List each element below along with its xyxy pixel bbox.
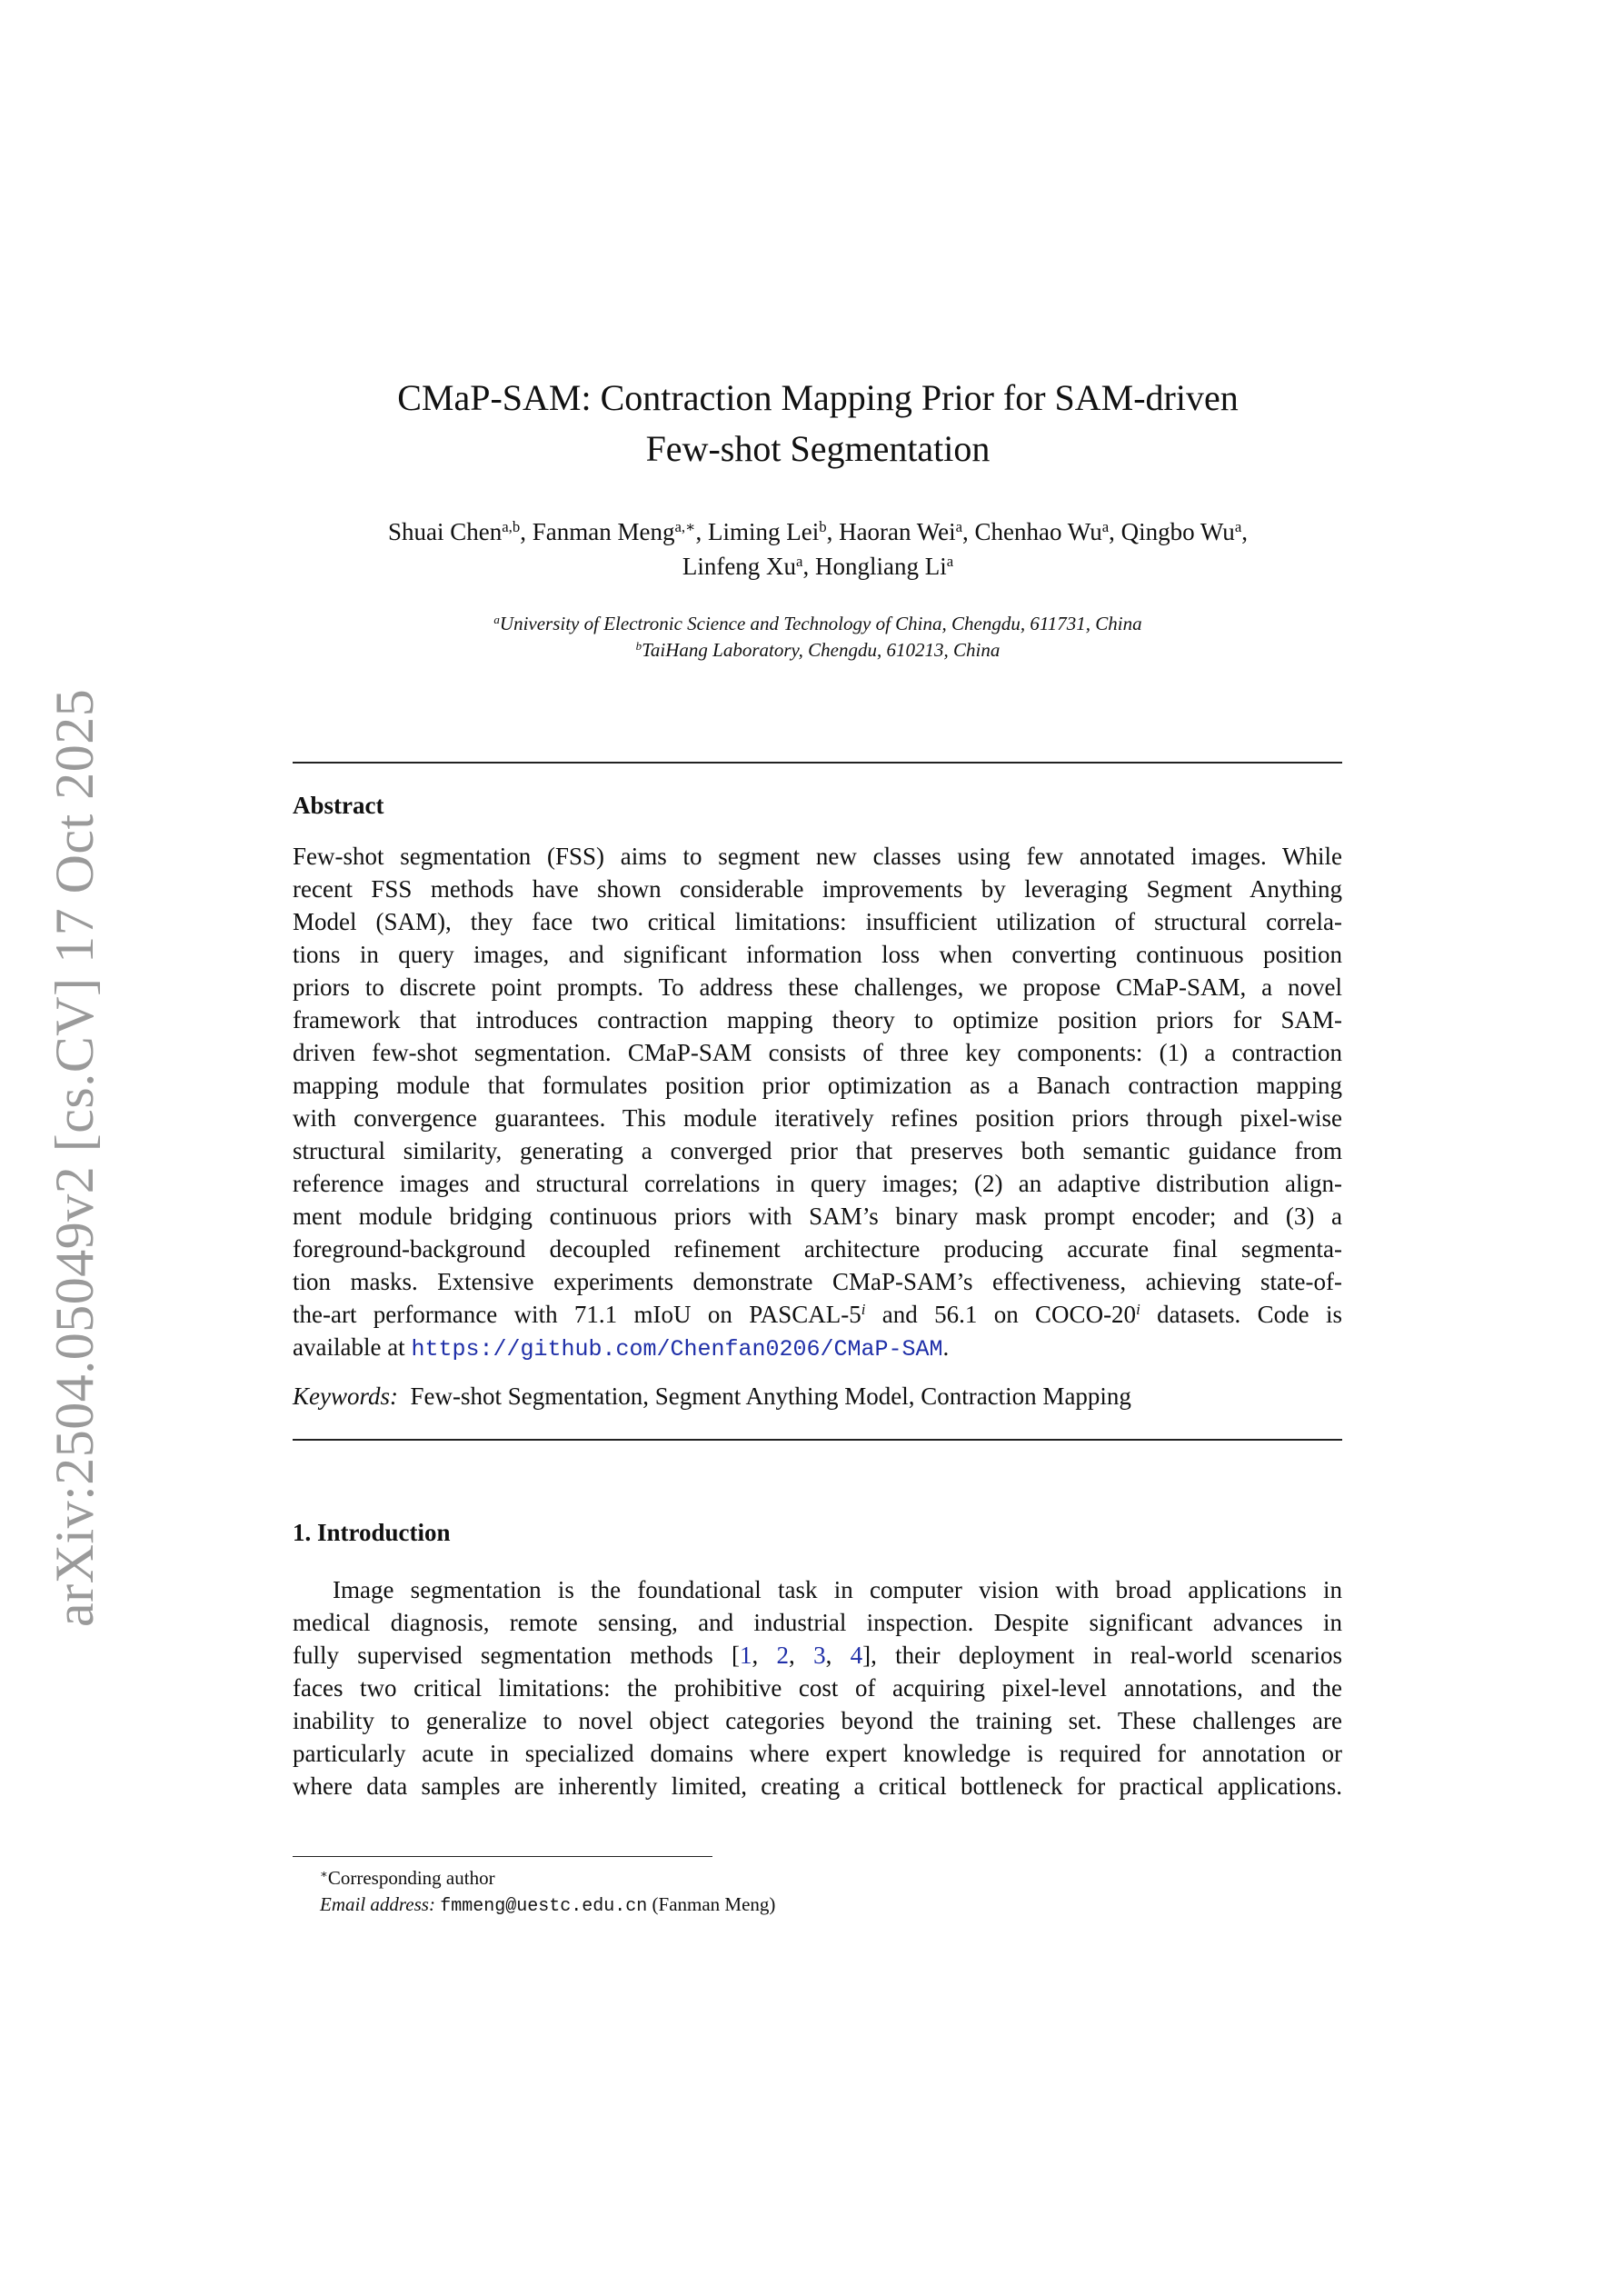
abstract-body	[293, 840, 1342, 1363]
keywords-label: Keywords:	[293, 1383, 398, 1410]
abstract-line: tion masks. Extensive experiments demonstrate CMaP-SAM’s effectiveness, achieving state-of-	[293, 1268, 1342, 1295]
author-separator: ,	[1109, 518, 1121, 545]
code-period: .	[942, 1333, 950, 1361]
coco-superscript-i: i	[1136, 1300, 1140, 1318]
author-name: Linfeng Xu	[682, 553, 797, 580]
author-line-2	[291, 549, 1345, 584]
abstract-line: foreground-background decoupled refinement architecture producing accurate final segmenta-	[293, 1235, 1342, 1263]
intro-text-before: fully supervised segmentation methods [	[293, 1642, 740, 1669]
abstract-line: structural similarity, generating a converged prior that preserves both semantic guidance from	[293, 1137, 1342, 1164]
intro-line-citations: fully supervised segmentation methods [1, 2, 3, 4], their deployment in real-world scenarios	[293, 1642, 1343, 1669]
introduction-body	[293, 1573, 1342, 1802]
author-separator: ,	[962, 518, 975, 545]
author-name: Chenhao Wu	[974, 518, 1102, 545]
abstract-line: priors to discrete point prompts. To address these challenges, we propose CMaP-SAM, a novel	[293, 973, 1342, 1001]
code-availability-text: available at	[293, 1333, 412, 1361]
paper-title	[291, 373, 1345, 474]
section-heading-introduction: 1. Introduction	[293, 1519, 451, 1546]
abstract-line: with convergence guarantees. This module iteratively refines position priors through pixel-wise	[293, 1104, 1342, 1132]
keywords-line	[293, 1380, 1342, 1413]
intro-text-after: ], their deployment in real-world scenarios	[862, 1642, 1343, 1669]
pascal-superscript-i: i	[861, 1300, 866, 1318]
abstract-bottom-rule	[293, 1439, 1342, 1441]
author-name: Fanman Meng	[532, 518, 675, 545]
author-name: Hongliang Li	[814, 553, 947, 580]
abstract-line: driven few-shot segmentation. CMaP-SAM consists of three key components: (1) a contraction	[293, 1039, 1342, 1066]
author-name: Liming Lei	[707, 518, 820, 545]
citation-link-3[interactable]: 3	[813, 1642, 826, 1669]
arxiv-identifier-stamp: arXiv:2504.05049v2 [cs.CV] 17 Oct 2025	[45, 688, 105, 1627]
author-separator: ,	[826, 518, 840, 545]
coco-superscript	[1136, 1301, 1140, 1318]
affiliation-b	[291, 637, 1345, 664]
abstract-line-results	[293, 1298, 1342, 1331]
github-link[interactable]: https://github.com/Chenfan0206/CMaP-SAM	[411, 1336, 943, 1363]
abstract-line-code	[293, 1331, 1342, 1363]
title-line-2: Few-shot Segmentation	[645, 428, 991, 469]
affiliation-mark: a	[493, 612, 500, 626]
intro-line: faces two critical limitations: the prohibitive cost of acquiring pixel-level annotations, and the	[293, 1674, 1342, 1702]
author-name: Qingbo Wu	[1120, 518, 1235, 545]
citation-link-2[interactable]: 2	[776, 1642, 790, 1669]
footnote-corresponding-text: Corresponding author	[327, 1867, 495, 1889]
footnote-rule	[293, 1856, 712, 1857]
author-affiliation-mark: a	[796, 552, 803, 570]
author-separator: ,	[695, 518, 708, 545]
affiliation-a	[291, 611, 1345, 637]
affiliation-mark: b	[635, 638, 642, 653]
footnote-block	[320, 1865, 775, 1920]
abstract-line: ment module bridging continuous priors with SAM’s binary mask prompt encoder; and (3) a	[293, 1203, 1342, 1230]
author-list	[291, 514, 1345, 584]
author-separator: ,	[520, 518, 533, 545]
intro-line: particularly acute in specialized domains where expert knowledge is required for annotation or	[293, 1740, 1342, 1767]
citation-link-1[interactable]: 1	[740, 1642, 752, 1669]
author-affiliation-mark: b	[819, 517, 827, 535]
abstract-line: recent FSS methods have shown considerable improvements by leveraging Segment Anything	[293, 875, 1342, 903]
pascal-superscript	[861, 1301, 866, 1318]
author-name: Haoran Wei	[839, 518, 956, 545]
intro-line: inability to generalize to novel object categories beyond the training set. These challenges are	[293, 1707, 1342, 1734]
results-text-before: the-art performance with 71.1 mIoU on PASCAL-5	[293, 1301, 861, 1328]
footnote-email	[320, 1892, 775, 1920]
results-text-middle: and 56.1 on COCO-20	[881, 1301, 1137, 1328]
abstract-line: tions in query images, and significant information loss when converting continuous position	[293, 941, 1342, 968]
keywords-text: Few-shot Segmentation, Segment Anything Model, Contraction Mapping	[410, 1383, 1131, 1410]
abstract-line: Model (SAM), they face two critical limitations: insufficient utilization of structural correla-	[293, 908, 1342, 935]
affiliation-text: University of Electronic Science and Technology of China, Chengdu, 611731, China	[499, 613, 1142, 634]
abstract-line: framework that introduces contraction mapping theory to optimize position priors for SAM-	[293, 1006, 1342, 1033]
author-affiliation-mark: a,∗	[674, 517, 696, 535]
affiliation-text: TaiHang Laboratory, Chengdu, 610213, China	[642, 639, 1001, 661]
affiliation-list	[291, 611, 1345, 664]
abstract-line: reference images and structural correlations in query images; (2) an adaptive distribution align-	[293, 1170, 1342, 1197]
footnote-mark: ∗	[320, 1866, 328, 1881]
email-label: Email address:	[320, 1893, 435, 1915]
intro-line: medical diagnosis, remote sensing, and industrial inspection. Despite significant advances in	[293, 1609, 1342, 1636]
title-line-1: CMaP-SAM: Contraction Mapping Prior for SAM-driven	[397, 377, 1239, 418]
email-address[interactable]: fmmeng@uestc.edu.cn	[440, 1896, 648, 1917]
footnote-corresponding	[320, 1865, 775, 1892]
abstract-line: mapping module that formulates position prior optimization as a Banach contraction mapping	[293, 1072, 1342, 1099]
author-separator: ,	[802, 553, 815, 580]
author-affiliation-mark: a	[1101, 517, 1110, 535]
abstract-heading: Abstract	[293, 792, 384, 819]
author-affiliation-mark: a	[1234, 517, 1242, 535]
author-affiliation-mark: a	[955, 517, 963, 535]
email-owner: (Fanman Meng)	[652, 1893, 776, 1915]
author-line-1	[291, 514, 1345, 549]
author-separator: ,	[1241, 518, 1248, 545]
author-name: Shuai Chen	[388, 518, 503, 545]
abstract-top-rule	[293, 762, 1342, 764]
citation-link-4[interactable]: 4	[850, 1642, 863, 1669]
results-text-after: datasets. Code is	[1157, 1301, 1342, 1328]
author-affiliation-mark: a	[946, 552, 954, 570]
intro-line: Image segmentation is the foundational task in computer vision with broad applications in	[333, 1576, 1342, 1603]
intro-line: where data samples are inherently limited, creating a critical bottleneck for practical applications.	[293, 1772, 1342, 1800]
author-affiliation-mark: a,b	[502, 517, 521, 535]
abstract-line: Few-shot segmentation (FSS) aims to segment new classes using few annotated images. While	[293, 843, 1342, 870]
